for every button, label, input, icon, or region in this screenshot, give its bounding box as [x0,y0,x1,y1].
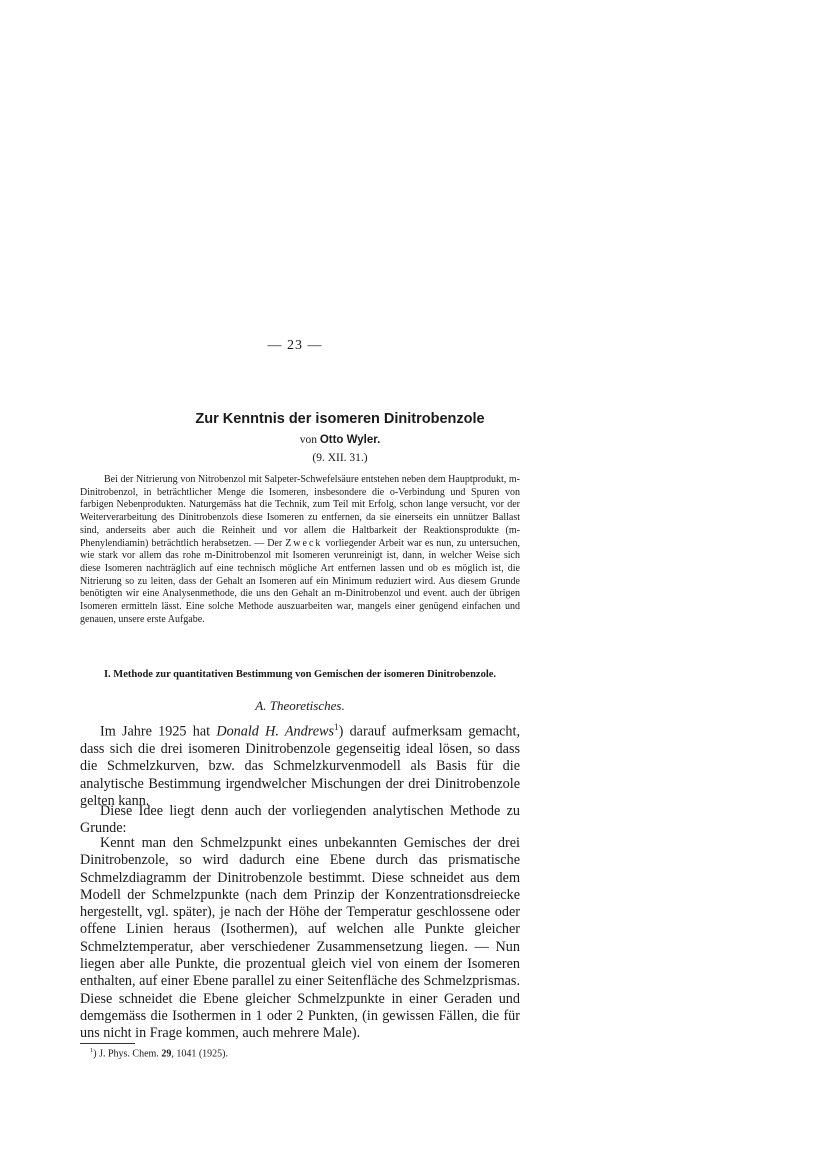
footnote [80,1047,520,1059]
article-date: (9. XII. 31.) [312,452,368,464]
author-name: Otto Wyler. [319,434,381,446]
abstract-emphasis: Zweck [285,537,323,549]
subsection-heading: A. Theoretisches. [255,698,345,713]
page-number: — 23 — [267,338,323,353]
body-paragraph-1 [80,719,520,810]
footnote-text-a: ) J. Phys. Chem. [93,1048,159,1060]
abstract [80,474,520,626]
section-heading: I. Methode zur quantitativen Bestimmung von Gemischen der isomeren Dinitrobenzole. [103,669,497,680]
author-prefix: von [299,434,317,446]
footnote-rule [80,1043,135,1044]
footnote-volume: 29 [161,1048,172,1060]
cited-author: Donald H. Andrews [216,723,335,740]
article-title: Zur Kenntnis der isomeren Dinitrobenzole [195,411,485,427]
body-paragraph-3: Kennt man den Schmelzpunkt eines unbekannten Gemisches der drei Dinitrobenzole, so wird dadurch eine Ebene durch das prismatische Schmelzdiagramm der Dinitrobenzole bestimmt. Diese schneidet aus dem Modell der Schmelzpunkte (nach dem Prinzip der Konzentrationsdreiecke hergestellt, vgl. später), je nach der Höhe der Temperatur geschlossene oder offene Linien heraus (Isothermen), auf welchen alle Punkte gleicher Schmelztemperatur, aber verschiedener Zusammensetzung liegen. — Nun liegen aber alle Punkte, die prozentual gleich viel von einem der Isomeren enthalten, auf einer Ebene parallel zu einer Seitenfläche des Schmelzprismas. Diese schneidet die Ebene gleicher Schmelzpunkte in einer Geraden und demgemäss die Isothermen in 1 oder 2 Punkten, (in gewissen Fällen, die für uns nicht in Frage kommen, auch mehrere Male). [80,835,520,1042]
footnote-mark: 1 [90,1047,94,1054]
abstract-part-b: vorliegender Arbeit war es nun, zu untersuchen, wie stark vor allem das rohe m-Dinitrobenzol mit Isomeren verunreinigt ist, dann, in welcher Weise sich diese Isomeren nachträglich auf eine technisch mögliche Art entfernen lassen und ob es möglich ist, die Nitrierung so zu leiten, dass der Gehalt an Isomeren auf ein Minimum reduziert wird. Aus diesem Grunde benötigten wir eine Analysenmethode, die uns den Gehalt an m-Dinitrobenzol und event. auch der übrigen Isomeren ermitteln lässt. Eine solche Methode auszuarbeiten war, mangels einer genügend einfachen und genauen, unsere erste Aufgabe. [80,537,521,625]
footnote-text-b: , 1041 (1925). [171,1048,228,1060]
author-line [80,434,600,446]
body-paragraph-2: Diese Idee liegt denn auch der vorliegenden analytischen Methode zu Grunde: [80,803,520,837]
footnote-ref: 1 [334,722,339,732]
p1-part-a: Im Jahre 1925 hat [100,723,211,740]
p1-part-b: ) darauf aufmerksam gemacht, dass sich die drei isomeren Dinitrobenzole gegenseitig ideal lösen, so dass die Schmelzkurven, bzw. das Schmelzkurvenmodell als Basis für die analytische Bestimmung irgendwelcher Mischungen der drei Dinitrobenzole gelten kann. [80,723,520,809]
abstract-part-a: Bei der Nitrierung von Nitrobenzol mit Salpeter-Schwefelsäure entstehen neben dem Hauptprodukt, m-Dinitrobenzol, in beträchtlicher Menge die Isomeren, insbesondere die o-Verbindung und Spuren von farbigen Nebenprodukten. Naturgemäss hat die Technik, zum Teil mit Erfolg, schon lange versucht, vor der Weiterverarbeitung des Dinitrobenzols diese Isomeren zu entfernen, da sie einerseits ein unnützer Ballast sind, anderseits aber auch die Reinheit und vor allem die Haltbarkeit der Reaktionsprodukte (m-Phenylendiamin) beträchtlich herabsetzen. — Der [80,474,520,549]
